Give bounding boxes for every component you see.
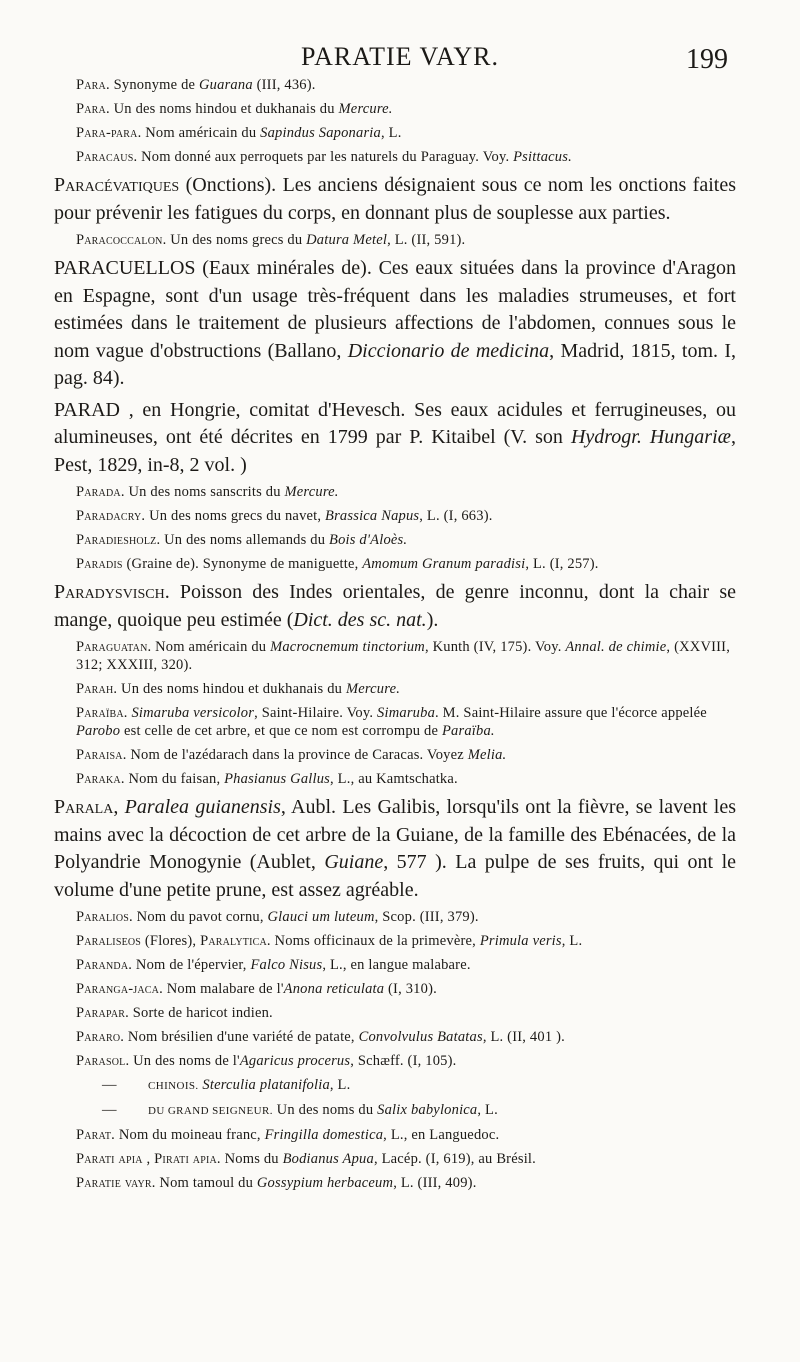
entry-text: , L.	[561, 933, 583, 949]
dictionary-entry	[54, 794, 736, 904]
entry-headword: Parat.	[76, 1127, 116, 1143]
entry-italic-text: Macrocnemum tinctorium	[270, 639, 425, 655]
dictionary-entry	[54, 579, 736, 634]
dictionary-entry	[76, 1076, 736, 1095]
entry-text: , Scop. (III, 379).	[374, 909, 479, 925]
entry-text: Noms du	[220, 1151, 283, 1167]
entry-italic-text: Anona reticulata	[283, 981, 385, 997]
entry-text: (Graine de). Synonyme de maniguette,	[122, 556, 363, 572]
entry-text: Sorte de haricot indien.	[128, 1005, 273, 1021]
entry-italic-text: Simaruba versicolor	[131, 705, 255, 721]
entry-text: , L.	[380, 125, 402, 141]
entry-headword: Paralytica.	[200, 933, 271, 949]
entry-text: , L.	[477, 1102, 498, 1118]
entry-text: Noms officinaux de la primevère,	[270, 933, 480, 949]
entry-text: Un des noms du	[272, 1102, 378, 1118]
entry-text: , Madrid, 1815, tom. I, pag. 84).	[54, 339, 736, 389]
entry-headword: Parah.	[76, 681, 118, 697]
entry-headword: Paradis	[76, 556, 123, 572]
entry-text: est celle de cet arbre, et que ce nom est corrompu de	[120, 723, 442, 739]
entry-text: , Lacép. (I, 619), au Brésil.	[373, 1151, 536, 1167]
entry-text: (Flores),	[141, 933, 201, 949]
entry-text: , L. (I, 663).	[419, 508, 493, 524]
entry-italic-text: Guiane	[324, 851, 384, 873]
entry-italic-text: Psittacus.	[513, 149, 572, 165]
entry-text: , Saint-Hilaire. Voy.	[254, 705, 378, 721]
entries-list	[54, 76, 736, 1198]
entry-text: , 577 ). La pulpe de ses fruits, qui ont le volume d'une petite prune, est assez agréable.	[54, 851, 736, 901]
entry-headword: PARACUELLOS	[54, 257, 196, 279]
entry-headword: Parati apia	[76, 1151, 143, 1167]
dictionary-entry	[76, 1174, 736, 1192]
dictionary-entry	[76, 1101, 736, 1120]
entry-headword: Para-para.	[76, 125, 142, 141]
entry-text: Nom donné aux perroquets par les naturels du Paraguay. Voy.	[137, 149, 514, 165]
entry-headword: Paranda.	[76, 957, 133, 973]
entry-headword: DU GRAND SEIGNEUR.	[148, 1105, 273, 1117]
entry-headword: Para.	[76, 101, 110, 117]
dictionary-entry	[76, 507, 736, 525]
entry-text: , L.	[329, 1077, 351, 1093]
dictionary-entry	[76, 980, 736, 998]
entry-headword: Paraguatan.	[76, 639, 152, 655]
entry-text: , Pest, 1829, in-8, 2 vol. )	[54, 426, 736, 476]
entry-text: Un des noms hindou et dukhanais du	[117, 681, 346, 697]
entry-text: , L. (III, 409).	[393, 1175, 477, 1191]
dictionary-entry	[76, 638, 736, 674]
page-number: 199	[686, 44, 728, 75]
entry-italic-text: Diccionario de medicina	[347, 339, 550, 362]
entry-italic-text: Paralea guianensis	[124, 796, 281, 818]
entry-text: , Kunth (IV, 175). Voy.	[424, 639, 566, 655]
entry-headword: Paraliseos	[76, 933, 142, 949]
entry-text: , Aubl. Les Galibis, lorsqu'ils ont la fièvre, se lavent les mains avec la décoction de cet arbre de la Guiane, de la famille des Ebénacées, de la Polyandrie Monogynie (Aublet,	[54, 796, 736, 873]
dictionary-entry	[54, 397, 736, 480]
entry-text: , Schæff. (I, 105).	[350, 1053, 457, 1069]
entry-text: , (XXVIII, 312; XXXIII, 320).	[76, 639, 731, 673]
entry-headword: PARAD	[54, 398, 120, 421]
entry-text: Nom de l'épervier,	[132, 957, 251, 973]
entry-italic-text: Paraïba.	[441, 723, 495, 739]
dictionary-entry	[76, 555, 736, 573]
entry-headword: Paraka.	[76, 771, 125, 787]
dictionary-entry	[76, 483, 736, 501]
entry-text: , L., au Kamtschatka.	[330, 771, 458, 787]
entry-text: , L., en langue malabare.	[322, 957, 471, 973]
entry-italic-text: Bois d'Aloès.	[329, 532, 408, 548]
entry-headword: Paracoccalon.	[76, 232, 167, 248]
entry-headword: Parasol.	[76, 1053, 130, 1069]
entry-headword: Paraisa.	[76, 747, 127, 763]
entry-text: Un des noms sanscrits du	[124, 484, 285, 500]
entry-italic-text: Datura Metel	[306, 232, 388, 248]
dictionary-entry	[76, 100, 736, 118]
ditto-dash: —	[102, 1102, 117, 1118]
entry-headword: Pararo.	[76, 1029, 125, 1045]
entry-headword: Parapar.	[76, 1005, 129, 1021]
entry-text: Nom tamoul du	[155, 1175, 257, 1191]
entry-italic-text: Guarana	[199, 77, 253, 93]
dictionary-entry	[76, 231, 736, 249]
entry-headword: Paracaus.	[76, 149, 138, 165]
entry-headword: Parala	[54, 796, 114, 818]
dictionary-entry	[76, 932, 736, 950]
entry-text: ).	[426, 608, 439, 631]
entry-headword: Paraïba.	[76, 705, 128, 721]
entry-text: Nom américain du	[141, 125, 261, 141]
entry-headword: Paranga-jaca.	[76, 981, 163, 997]
entry-italic-text: Bodianus Apua	[282, 1151, 374, 1167]
entry-headword: Pirati apia.	[154, 1151, 221, 1167]
running-header	[0, 36, 800, 76]
dictionary-entry	[54, 172, 736, 227]
entry-italic-text: Mercure.	[338, 101, 393, 117]
entry-italic-text: Parobo	[76, 723, 121, 739]
entry-italic-text: Melia.	[467, 747, 507, 763]
entry-italic-text: Mercure.	[284, 484, 339, 500]
entry-text: Un des noms grecs du	[166, 232, 307, 248]
entry-italic-text: Amomum Granum paradisi	[362, 556, 526, 572]
dictionary-entry	[54, 255, 736, 393]
dictionary-entry	[76, 680, 736, 698]
entry-text: , L., en Languedoc.	[383, 1127, 500, 1143]
dictionary-entry	[76, 956, 736, 974]
entry-italic-text: Sterculia platanifolia	[202, 1077, 330, 1093]
entry-text: Nom de l'azédarach dans la province de Caracas. Voyez	[126, 747, 468, 763]
entry-text: . M. Saint-Hilaire assure que l'écorce appelée	[435, 705, 707, 721]
entry-text: ,	[142, 1151, 155, 1167]
dictionary-entry	[76, 1150, 736, 1168]
entry-text: Nom du faisan,	[124, 771, 225, 787]
entry-italic-text: Simaruba	[377, 705, 436, 721]
entry-italic-text: Brassica Napus	[325, 508, 420, 524]
entry-italic-text: Agaricus procerus	[239, 1053, 351, 1069]
dictionary-entry	[76, 531, 736, 549]
entry-text: Nom malabare de l'	[162, 981, 284, 997]
entry-text: Un des noms allemands du	[160, 532, 330, 548]
entry-text: , L. (I, 257).	[525, 556, 599, 572]
entry-text: Un des noms grecs du navet,	[145, 508, 326, 524]
entry-text: Nom du pavot cornu,	[132, 909, 268, 925]
dictionary-entry	[76, 1126, 736, 1144]
entry-text: ,	[113, 796, 125, 818]
entry-italic-text: Fringilla domestica	[264, 1127, 384, 1143]
dictionary-entry	[76, 76, 736, 94]
entry-italic-text: Salix babylonica	[377, 1102, 478, 1118]
entry-headword: Paradysvisch.	[54, 581, 170, 603]
entry-text: Un des noms hindou et dukhanais du	[109, 101, 339, 117]
entry-text: (I, 310).	[384, 981, 437, 997]
entry-italic-text: Primula veris	[479, 933, 562, 949]
entry-text: Poisson des Indes orientales, de genre inconnu, dont la chair se mange, quoique peu estimée (	[54, 581, 736, 631]
dictionary-entry	[76, 770, 736, 788]
entry-italic-text: Mercure.	[345, 681, 401, 697]
entry-text: Un des noms de l'	[129, 1053, 240, 1069]
entry-italic-text: Convolvulus Batatas	[358, 1029, 483, 1045]
entry-headword: Paradacry.	[76, 508, 146, 524]
entry-headword: CHINOIS.	[148, 1080, 199, 1092]
entry-italic-text: Falco Nisus	[250, 957, 323, 973]
dictionary-entry	[76, 124, 736, 142]
dictionary-entry	[76, 704, 736, 740]
entry-headword: Paralios.	[76, 909, 133, 925]
entry-text: Synonyme de	[109, 77, 200, 93]
entry-italic-text: Sapindus Saponaria	[260, 125, 381, 141]
entry-italic-text: Hydrogr. Hungariæ	[570, 426, 731, 448]
entry-headword: Parada.	[76, 484, 125, 500]
entry-text: Nom brésilien d'une variété de patate,	[124, 1029, 359, 1045]
entry-text: , L. (II, 401 ).	[482, 1029, 565, 1045]
dictionary-entry	[76, 1028, 736, 1046]
entry-headword: Para.	[76, 77, 110, 93]
entry-italic-text: Glauci um luteum	[267, 909, 375, 925]
running-title: PARATIE VAYR.	[301, 42, 499, 71]
entry-italic-text: Gossypium herbaceum	[256, 1175, 394, 1191]
entry-headword: Paratie vayr.	[76, 1175, 156, 1191]
entry-text: , L. (II, 591).	[387, 232, 466, 248]
entry-headword: Paradiesholz.	[76, 532, 161, 548]
dictionary-entry	[76, 746, 736, 764]
ditto-dash: —	[102, 1077, 117, 1093]
entry-text: (Onctions). Les anciens désignaient sous ce nom les onctions faites pour prévenir les fatigues du corps, en donnant plus de souplesse aux parties.	[54, 174, 736, 224]
entry-text: (Eaux minérales de). Ces eaux situées dans la province d'Aragon en Espagne, sont d'un usage très-fréquent dans les maladies strumeuses, et fort estimées dans le traitement de plusieurs affections de l'abdomen, connues sous le nom vague d'obstructions (Ballano,	[54, 257, 736, 362]
dictionary-entry	[76, 1052, 736, 1070]
entry-text: Nom américain du	[151, 639, 271, 655]
entry-text: , en Hongrie, comitat d'Hevesch. Ses eaux acidules et ferrugineuses, ou alumineuses, ont été décrites en 1799 par P. Kitaibel (V. son	[54, 398, 736, 448]
dictionary-entry	[76, 908, 736, 926]
entry-text: (III, 436).	[252, 77, 316, 93]
entry-italic-text: Annal. de chimie	[565, 639, 667, 655]
entry-italic-text: Dict. des sc. nat.	[293, 608, 427, 631]
dictionary-entry	[76, 148, 736, 166]
entry-headword: Paracévatiques	[54, 174, 180, 196]
entry-text: Nom du moineau franc,	[115, 1127, 265, 1143]
dictionary-entry	[76, 1004, 736, 1022]
entry-italic-text: Phasianus Gallus	[224, 771, 331, 787]
